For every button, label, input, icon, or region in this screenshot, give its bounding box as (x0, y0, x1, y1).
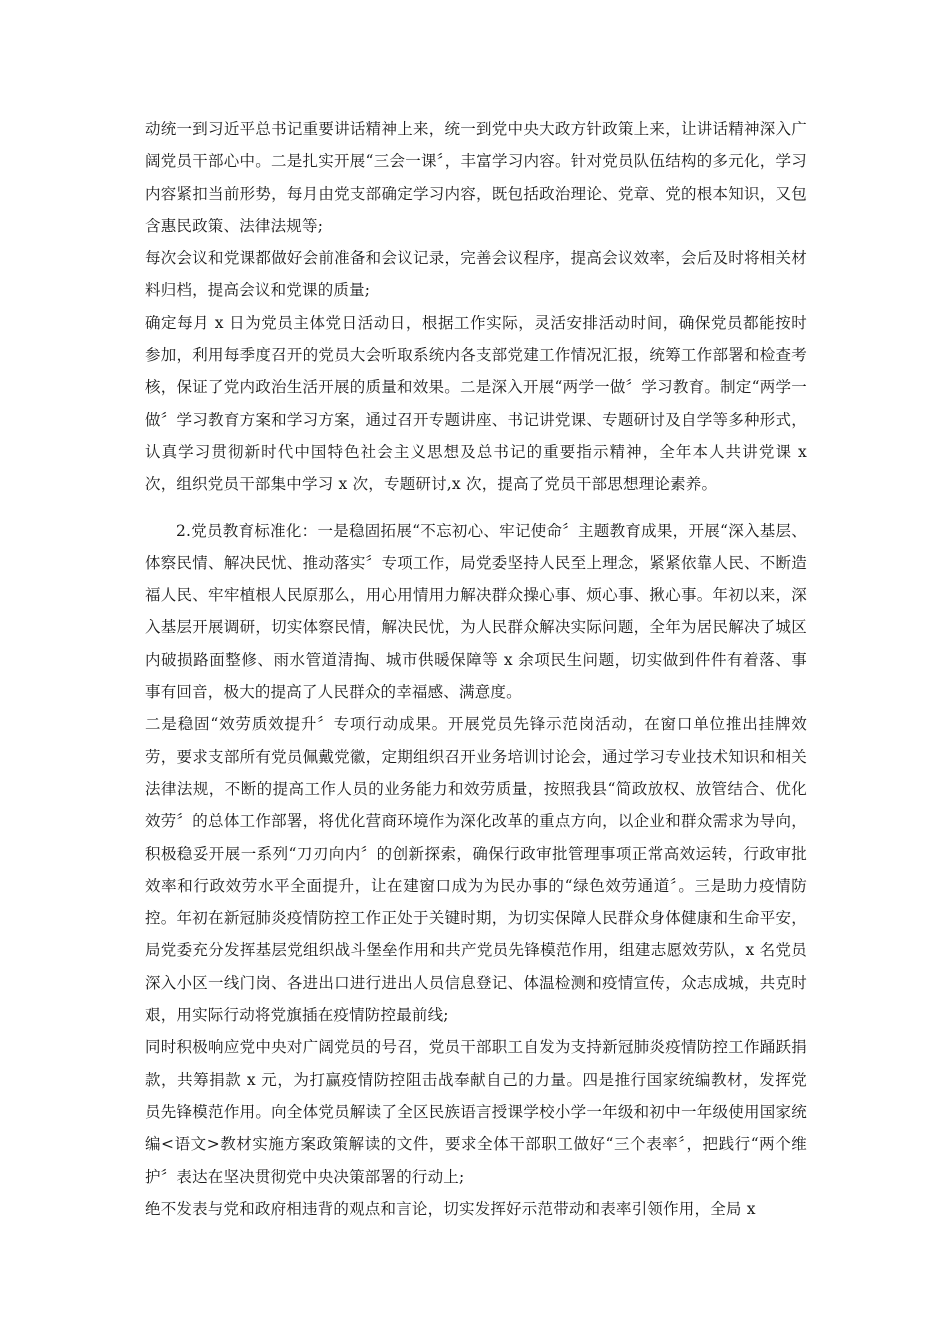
paragraph: 确定每月 x 日为党员主体党日活动日，根据工作实际，灵活安排活动时间，确保党员都能按时参加，利用每季度召开的党员大会听取系统内各支部党建工作情况汇报，统筹工作部署和检查考核，保证了党内政治生活开展的质量和效果。二是深入开展“两学一做〞学习教育。制定“两学一做〞学习教育方案和学习方案，通过召开专题讲座、书记讲党课、专题研讨及自学等多种形式，认真学习贯彻新时代中国特色社会主义思想及总书记的重要指示精神，全年本人共讲党课 x 次，组织党员干部集中学习 x 次，专题研讨,x 次，提高了党员干部思想理论素养。 (145, 313, 807, 494)
paragraph: 绝不发表与党和政府相违背的观点和言论，切实发挥好示范带动和表率引领作用，全局 x (145, 1199, 756, 1218)
paragraph-spacer (145, 501, 807, 515)
paragraph: 动统一到习近平总书记重要讲话精神上来，统一到党中央大政方针政策上来，让讲话精神深入广阔党员干部心中。二是扎实开展“三会一课〞，丰富学习内容。针对党员队伍结构的多元化，学习内容紧扣当前形势，每月由党支部确定学习内容，既包括政治理论、党章、党的根本知识，又包含惠民政策、法律法规等; (145, 120, 807, 235)
paragraph: 2.党员教育标准化：一是稳固拓展“不忘初心、牢记使命〞主题教育成果，开展“深入基层、体察民情、解决民忧、推动落实〞专项工作，局党委坚持人民至上理念，紧紧依靠人民、不断造福人民、牢牢植根人民原那么，用心用情用力解决群众操心事、烦心事、揪心事。年初以来，深入基层开展调研，切实体察民情，解决民忧，为人民群众解决实际问题，全年为居民解决了城区内破损路面整修、雨水管道清掏、城市供暖保障等 x 余项民生问题，切实做到件件有着落、事事有回音，极大的提高了人民群众的幸福感、满意度。 (145, 521, 807, 702)
paragraph: 每次会议和党课都做好会前准备和会议记录，完善会议程序，提高会议效率，会后及时将相关材料归档，提高会议和党课的质量; (145, 249, 807, 300)
paragraph: 二是稳固“效劳质效提升〞专项行动成果。开展党员先锋示范岗活动，在窗口单位推出挂牌效劳，要求支部所有党员佩戴党徽，定期组织召开业务培训讨论会，通过学习专业技术知识和相关法律法规，不断的提高工作人员的业务能力和效劳质量，按照我县“简政放权、放管结合、优化效劳〞的总体工作部署，将优化营商环境作为深化改革的重点方向，以企业和群众需求为导向，积极稳妥开展一系列“刀刃向内〞的创新探索，确保行政审批管理事项正常高效运转，行政审批效率和行政效劳水平全面提升，让在建窗口成为为民办事的“绿色效劳通道〞。三是助力疫情防控。年初在新冠肺炎疫情防控工作正处于关键时期，为切实保障人民群众身体健康和生命平安，局党委充分发挥基层党组织战斗堡垒作用和共产党员先锋模范作用，组建志愿效劳队，x 名党员深入小区一线门岗、各进出口进行进出人员信息登记、体温检测和疫情宣传，众志成城，共克时艰，用实际行动将党旗插在疫情防控最前线; (145, 715, 807, 1025)
document-body (145, 113, 807, 1225)
paragraph: 同时积极响应党中央对广阔党员的号召，党员干部职工自发为支持新冠肺炎疫情防控工作踊跃捐款，共筹捐款 x 元，为打赢疫情防控阻击战奉献自己的力量。四是推行国家统编教材，发挥党员先锋模范作用。向全体党员解读了全区民族语言授课学校小学一年级和初中一年级使用国家统编<语文>教材实施方案政策解读的文件，要求全体干部职工做好“三个表率〞，把践行“两个维护〞表达在坚决贯彻党中央决策部署的行动上; (145, 1038, 807, 1186)
